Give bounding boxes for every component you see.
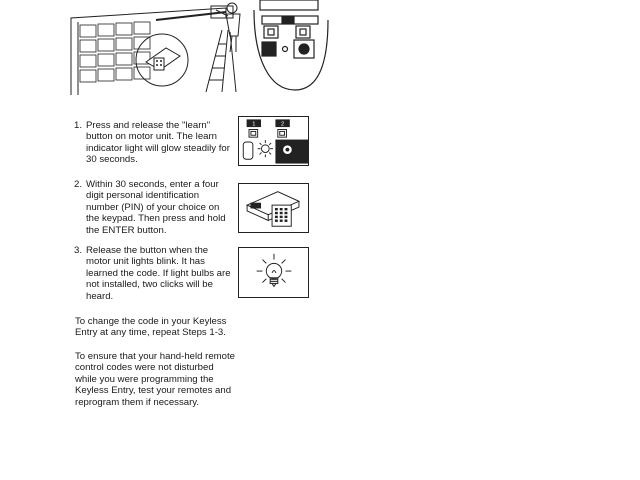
step-3	[74, 245, 234, 302]
step-number: 3.	[74, 245, 83, 256]
note-test-remotes: To ensure that your hand-held remote control codes were not disturbed while you were programming the Keyless Entry, test your remotes and reprogram them if necessary.	[75, 351, 235, 408]
step-text: Within 30 seconds, enter a four digit personal identification number (PIN) of your choice on the keypad. Then press and hold the ENTER button.	[86, 179, 226, 236]
step-2	[74, 179, 234, 236]
label-2: 2	[281, 121, 285, 128]
learn-button-figure	[238, 116, 309, 166]
label-1: 1	[252, 121, 256, 128]
step-text: Release the button when the motor unit lights blink. It has learned the code. If light bulbs are not installed, two clicks will be heard.	[86, 245, 231, 302]
step-number: 2.	[74, 179, 83, 190]
step-text: Press and release the "learn" button on motor unit. The learn indicator light will glow steadily for 30 seconds.	[86, 120, 230, 166]
note-change-code: To change the code in your Keyless Entry at any time, repeat Steps 1-3.	[75, 316, 227, 339]
keypad-figure	[238, 183, 309, 233]
step-number: 1.	[74, 120, 83, 131]
motor-unit-callout	[250, 0, 330, 95]
light-bulb-figure	[238, 247, 309, 298]
step-1	[74, 120, 234, 166]
